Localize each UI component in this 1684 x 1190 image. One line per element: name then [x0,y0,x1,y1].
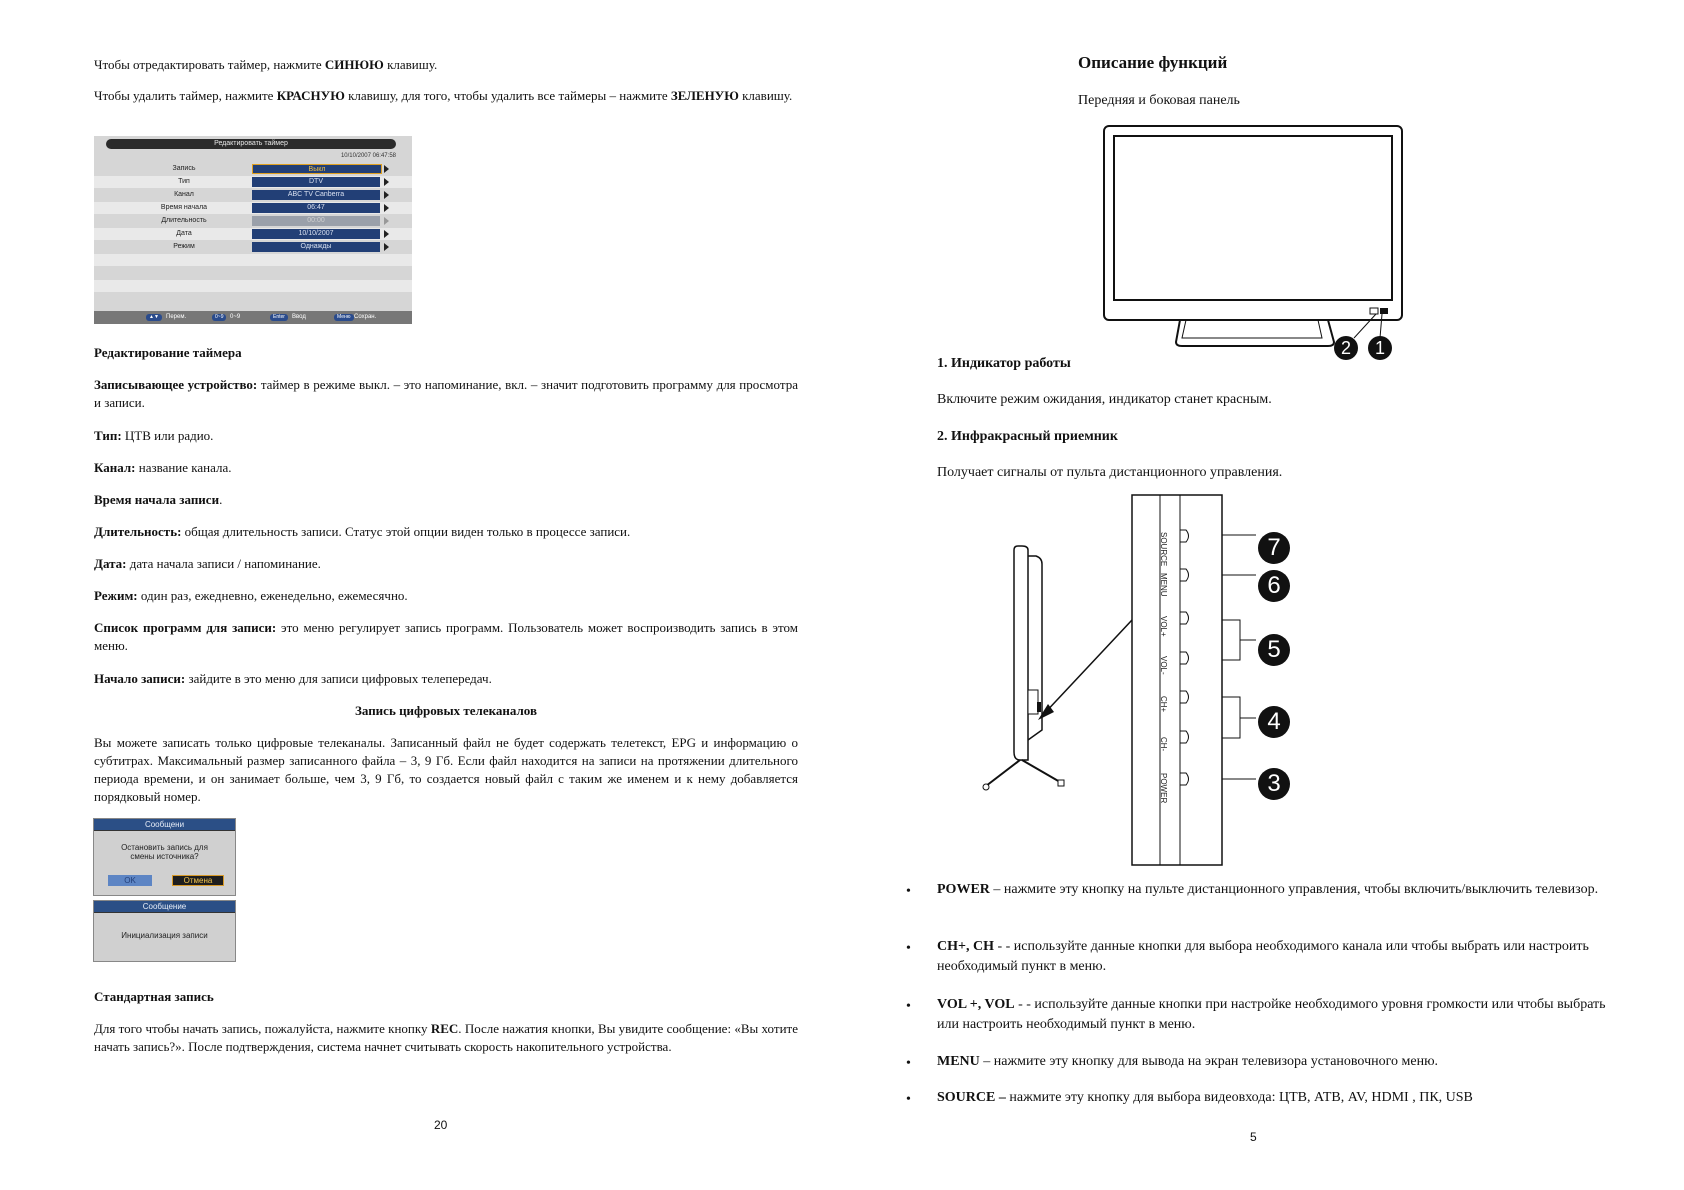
item-term: Длительность: [94,524,182,539]
bullet-item [937,937,1627,977]
bullet-term: MENU [937,1054,980,1069]
side-button-label: VOL+ [1159,616,1168,637]
bold-text: Редактирование таймера [94,345,242,360]
page-number: 5 [1250,1130,1257,1144]
bold-text: REC [430,1021,459,1036]
text: Чтобы отредактировать таймер, нажмите [94,57,325,72]
bullet-text: нажмите эту кнопку для выбора видеовхода: ЦТВ, АТВ, AV, HDMI , ПК, USB [1005,1090,1473,1105]
side-button-label: CH- [1159,737,1168,752]
page-subtitle: Передняя и боковая панель [1078,93,1240,108]
item-term: Записывающее устройство: [94,377,258,392]
page-number: 20 [434,1118,448,1132]
timer-row-value: Однажды [252,242,380,252]
side-button-label: POWER [1159,773,1168,804]
callout-leader-lines [1340,312,1390,340]
item-text: дата начала записи / напоминание. [126,556,321,571]
bullet-icon: • [906,1092,911,1107]
bullet-item [937,880,1627,900]
timer-row-value: ABC TV Canberra [252,190,380,200]
item-text: это меню регулирует запись программ. Пользователь может воспроизводить запись в этом меню. [94,620,798,653]
dialog-title: Сообщени [94,819,235,831]
item-term: Дата: [94,556,127,571]
item-text: . [219,492,223,507]
bold-text: СИНЮЮ [324,57,384,72]
side-button-label: SOURCE [1159,532,1168,567]
timer-screen-datetime: 10/10/2007 06:47:58 [340,153,396,159]
bullet-icon: • [906,941,911,956]
key-label: 0~9 [230,314,241,320]
page-title: Описание функций [1078,53,1228,72]
bullet-term: VOL +, VOL [937,997,1015,1012]
section-1-title: 1. Индикатор работы [937,356,1071,371]
dialog-text-line: Остановить запись для [121,843,208,852]
bold-text: КРАСНУЮ [276,88,345,103]
timer-row-value: 00:00 [252,216,380,226]
item-term: Список программ для записи: [94,620,277,635]
timer-screen-title: Редактировать таймер [106,139,396,149]
bullet-term: SOURCE – [937,1090,1006,1105]
bullet-icon: • [906,884,911,899]
text: клавишу. [383,57,438,72]
side-button-label: CH+ [1159,696,1168,713]
item-text: название канала. [135,460,232,475]
side-button-label: MENU [1159,573,1168,597]
timer-row-value: Выкл [252,164,382,174]
dialog-text-line: смены источника? [130,852,199,861]
key-label: Ввод [292,314,306,320]
text: клавишу, для того, чтобы удалить все таймеры – нажмите [344,88,671,103]
digital-recording-paragraph: Вы можете записать только цифровые телеканалы. Записанный файл не будет содержать телетекст, EPG и информацию о субтитрах. Максимальный размер записанного файла – 3, 9 Гб. Если файл находится на записи на протяжении длительного периода времени, и он занимает больше, чем 3, 9 Гб, то создается новый файл с таким же именем и к нему добавляется порядковый номер. [94,735,798,804]
timer-row-label: Канал [174,191,194,198]
bullet-item [937,1088,1627,1108]
bullet-item [937,995,1627,1035]
item-text: один раз, ежедневно, еженедельно, ежемесячно. [137,588,408,603]
timer-row-value: 10/10/2007 [252,229,380,239]
bullet-term: POWER [937,882,990,897]
timer-row-value: DTV [252,177,380,187]
timer-row-label: Длительность [161,217,207,224]
section-1-text: Включите режим ожидания, индикатор станет красным. [937,392,1272,407]
text: Для того чтобы начать запись, пожалуйста, нажмите кнопку [94,1021,431,1036]
text: Чтобы удалить таймер, нажмите [94,88,277,103]
section-2-text: Получает сигналы от пульта дистанционного управления. [937,465,1283,480]
bold-text: Стандартная запись [94,989,214,1004]
dialog-text: Инициализация записи [121,931,208,940]
timer-row-label: Запись [172,165,196,172]
side-button-label: VOL- [1159,656,1168,675]
bullet-text: - - используйте данные кнопки для выбора необходимого канала или чтобы выбрать или настроить необходимый пункт в меню. [937,939,1589,974]
ok-button[interactable]: OK [108,875,152,886]
key-badge: ▲▼ [146,314,162,321]
callout-badge: 7 [1258,532,1290,564]
callout-badge: 3 [1258,768,1290,800]
text: . После нажатия кнопки, Вы увидите сообщение: «Вы хотите начать запись?». После подтверждения, система начнет считывать скорость накопительного устройства. [94,1021,798,1054]
callout-badge: 2 [1334,336,1358,360]
item-text: общая длительность записи. Статус этой опции виден только в процессе записи. [181,524,631,539]
key-badge: 0~9 [212,314,226,321]
bold-text: Запись цифровых телеканалов [355,703,537,718]
section-2-title: 2. Инфракрасный приемник [937,429,1118,444]
item-term: Режим: [94,588,138,603]
cancel-button[interactable]: Отмена [172,875,224,886]
bullet-icon: • [906,1056,911,1071]
timer-row-value: 06:47 [252,203,380,213]
bullet-text: – нажмите эту кнопку на пульте дистанционного управления, чтобы включить/выключить телевизор. [989,882,1599,897]
bullet-icon: • [906,999,911,1014]
timer-row-label: Режим [173,243,195,250]
text: клавишу. [738,88,793,103]
callout-badge: 6 [1258,570,1290,602]
item-text: зайдите в это меню для записи цифровых телепередач. [185,671,492,686]
item-text: таймер в режиме выкл. – это напоминание, вкл. – значит подготовить программу для просмотра и записи. [94,377,798,410]
item-term: Начало записи: [94,671,186,686]
item-term: Время начала записи [94,492,220,507]
bullet-text: - - используйте данные кнопки при настройке необходимого уровня громкости или чтобы выбрать или настроить необходимый пункт в меню. [937,997,1606,1032]
callout-badge: 4 [1258,706,1290,738]
callout-badge: 1 [1368,336,1392,360]
callout-badge: 5 [1258,634,1290,666]
bold-text: ЗЕЛЕНУЮ [670,88,739,103]
bullet-text: – нажмите эту кнопку для вывода на экран телевизора установочного меню. [979,1054,1439,1069]
key-label: Перем. [166,314,187,320]
key-label: Сохран. [354,314,377,320]
item-text: ЦТВ или радио. [121,428,214,443]
item-term: Канал: [94,460,136,475]
key-badge: Меню [334,314,354,321]
key-badge: Enter [270,314,288,321]
bullet-term: CH+, CH [937,939,994,954]
timer-row-label: Дата [176,230,192,237]
bullet-item [937,1052,1627,1072]
timer-row-label: Время начала [160,204,208,211]
item-term: Тип: [94,428,122,443]
timer-row-label: Тип [178,178,190,185]
dialog-title: Сообщение [94,901,235,913]
